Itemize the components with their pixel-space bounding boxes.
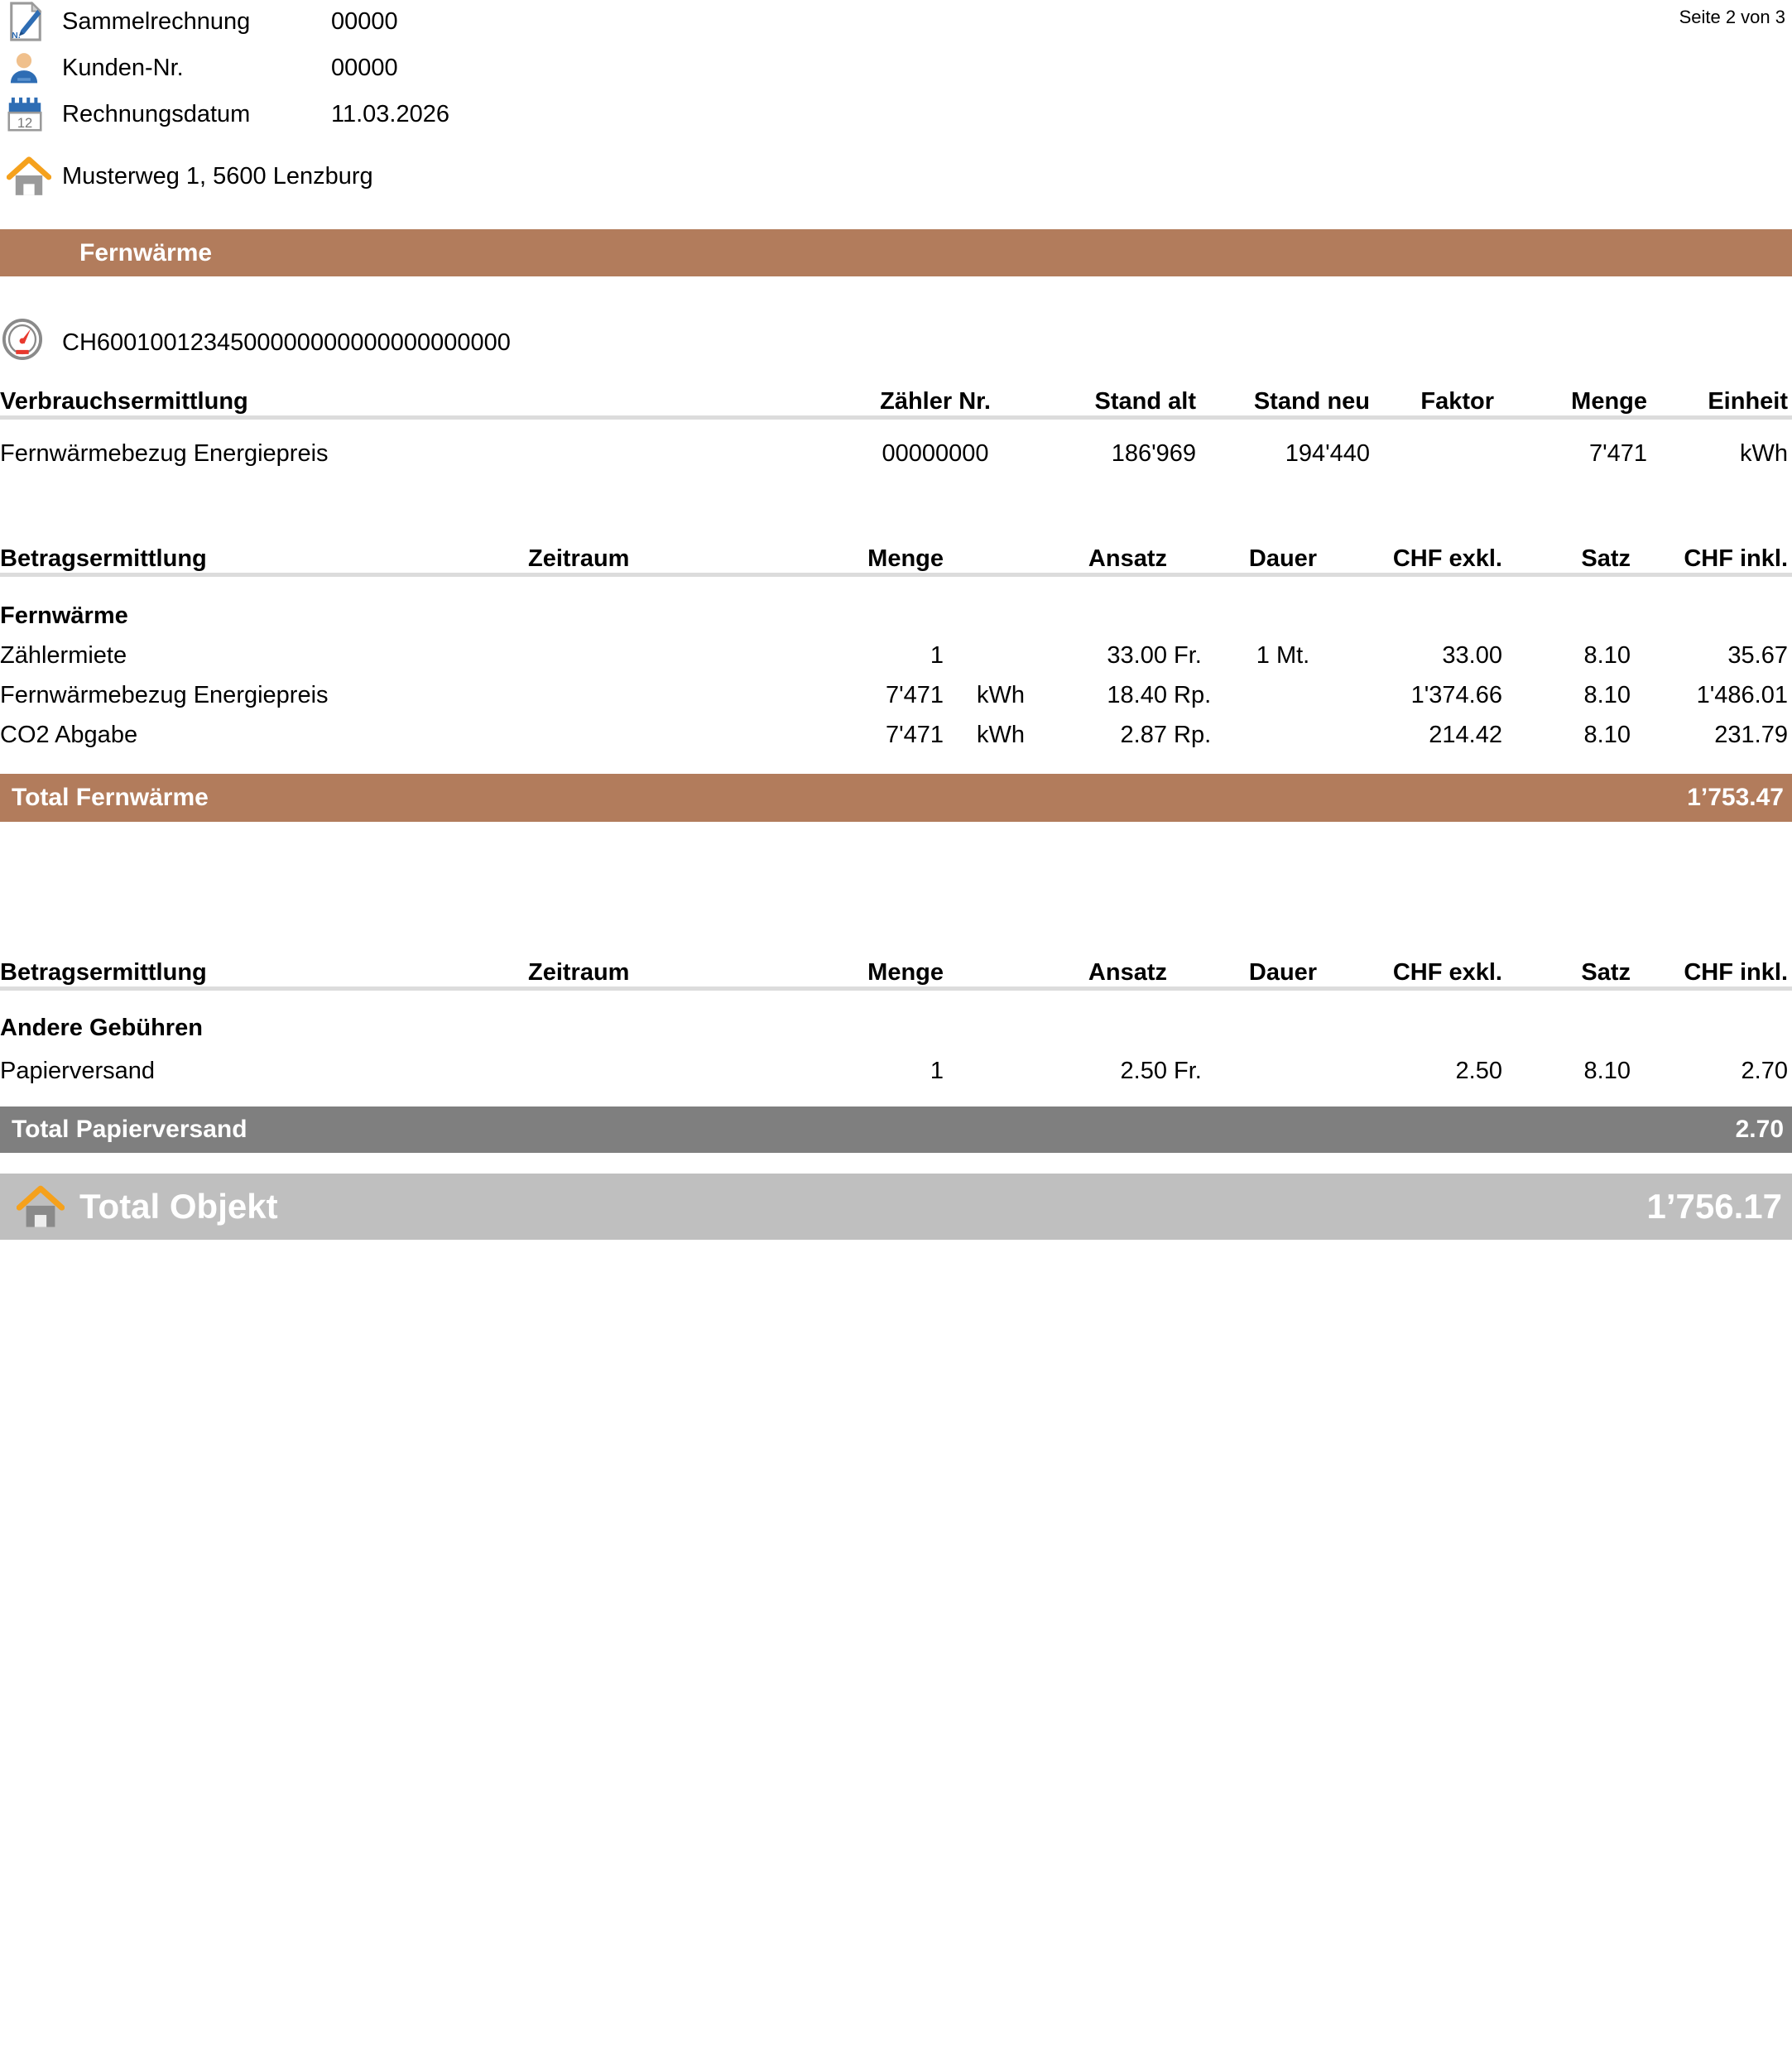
cell-ansatz-unit: Rp. <box>1174 721 1212 748</box>
column-header-ansatz: Ansatz <box>1043 943 1167 989</box>
cell-menge: 1 <box>930 641 944 669</box>
info-value: 00000 <box>331 54 398 81</box>
info-row-rechnungsdatum <box>0 93 449 136</box>
svg-text:12: 12 <box>17 116 33 132</box>
cell-satz: 8.10 <box>1583 1057 1631 1084</box>
cell-menge-unit: kWh <box>977 681 1025 708</box>
cell-menge-unit <box>944 630 1043 670</box>
group-label: Andere Gebühren <box>0 1014 203 1041</box>
cell-chf-inkl: 231.79 <box>1714 721 1788 748</box>
column-header-menge: Menge <box>670 943 944 989</box>
cell-zeitraum <box>464 1042 670 1085</box>
cell-menge-unit <box>944 1042 1043 1085</box>
cell-label: Fernwärmebezug Energiepreis <box>0 439 329 467</box>
table-title: Betragsermittlung <box>0 943 464 989</box>
cell-ansatz-unit: Rp. <box>1174 681 1212 708</box>
column-header-satz: Satz <box>1502 943 1635 989</box>
amounts-table-fernwaerme <box>0 530 1792 749</box>
cell-einheit: kWh <box>1740 439 1788 467</box>
column-header-dauer: Dauer <box>1233 943 1333 989</box>
cell-dauer <box>1233 670 1333 709</box>
column-header-faktor: Faktor <box>1374 372 1498 418</box>
total-value: 1’756.17 <box>1646 1187 1782 1226</box>
info-label: Kunden-Nr. <box>62 54 184 81</box>
column-header-ansatz: Ansatz <box>1043 530 1167 575</box>
meter-id: CH6001001234500000000000000000000 <box>62 329 511 356</box>
group-label: Fernwärme <box>0 602 128 629</box>
info-row-sammelrechnung <box>0 0 398 43</box>
section-banner <box>0 229 1792 276</box>
cell-ansatz: 18.40 <box>1107 681 1167 708</box>
cell-zaehler-nr: 00000000 <box>882 439 989 467</box>
column-header-menge: Menge <box>1498 372 1651 418</box>
info-row-kundennr <box>0 46 398 89</box>
column-header-chf-inkl: CHF inkl. <box>1635 943 1792 989</box>
invoice-pen-icon <box>0 1 53 42</box>
cell-ansatz: 2.87 <box>1120 721 1167 748</box>
cell-dauer <box>1233 709 1333 749</box>
info-value: 11.03.2026 <box>331 100 449 127</box>
total-value: 1’753.47 <box>1687 784 1784 811</box>
cell-menge: 7'471 <box>885 681 944 708</box>
cell-chf-exkl: 214.42 <box>1429 721 1502 748</box>
total-label: Total Fernwärme <box>12 784 209 811</box>
section-title: Fernwärme <box>79 238 213 266</box>
cell-label: Zählermiete <box>0 641 127 669</box>
column-header-stand-neu: Stand neu <box>1200 372 1374 418</box>
cell-label: Papierversand <box>0 1057 155 1084</box>
table-title: Betragsermittlung <box>0 530 464 575</box>
customer-icon <box>0 50 53 86</box>
cell-ansatz: 33.00 <box>1107 641 1167 669</box>
table-row <box>0 418 1792 468</box>
table-row <box>0 670 1792 709</box>
group-row <box>0 575 1792 631</box>
consumption-header-row <box>0 372 1792 418</box>
column-header-dauer: Dauer <box>1233 530 1333 575</box>
cell-ansatz-unit: Fr. <box>1174 1057 1202 1084</box>
total-value: 2.70 <box>1735 1116 1784 1143</box>
total-fernwaerme-banner <box>0 774 1792 822</box>
house-icon <box>0 155 53 198</box>
column-header-menge: Menge <box>670 530 944 575</box>
column-header-zeitraum: Zeitraum <box>464 530 670 575</box>
cell-dauer: 1 Mt. <box>1256 641 1310 669</box>
address-text: Musterweg 1, 5600 Lenzburg <box>62 162 373 190</box>
page-number: Seite 2 von 3 <box>1679 7 1785 27</box>
cell-menge: 1 <box>930 1057 944 1084</box>
total-papierversand-banner <box>0 1107 1792 1153</box>
cell-satz: 8.10 <box>1583 681 1631 708</box>
info-value: 00000 <box>331 7 398 35</box>
table-row <box>0 1042 1792 1085</box>
house-icon <box>17 1183 65 1230</box>
cell-chf-inkl: 1'486.01 <box>1696 681 1788 708</box>
column-header-satz: Satz <box>1502 530 1635 575</box>
calendar-icon <box>0 95 53 133</box>
info-label: Sammelrechnung <box>62 7 251 35</box>
info-label: Rechnungsdatum <box>62 100 251 127</box>
cell-chf-inkl: 35.67 <box>1727 641 1788 669</box>
cell-zeitraum <box>464 709 670 749</box>
cell-menge: 7'471 <box>1588 439 1647 467</box>
column-header-zeitraum: Zeitraum <box>464 943 670 989</box>
cell-menge-unit: kWh <box>977 721 1025 748</box>
column-header-chf-exkl: CHF exkl. <box>1333 943 1502 989</box>
column-header-stand-alt: Stand alt <box>1010 372 1200 418</box>
address-row <box>0 152 373 200</box>
cell-ansatz-unit: Fr. <box>1174 641 1202 669</box>
cell-stand-neu: 194'440 <box>1285 439 1370 467</box>
meter-row <box>0 321 511 364</box>
cell-ansatz: 2.50 <box>1120 1057 1167 1084</box>
cell-satz: 8.10 <box>1583 641 1631 669</box>
meter-gauge-icon <box>0 318 62 367</box>
cell-faktor <box>1374 418 1498 468</box>
amounts-table-andere-gebuehren <box>0 943 1792 1085</box>
cell-zeitraum <box>464 670 670 709</box>
cell-chf-exkl: 2.50 <box>1455 1057 1502 1084</box>
cell-menge: 7'471 <box>885 721 944 748</box>
amounts-header-row <box>0 530 1792 575</box>
consumption-table <box>0 372 1792 468</box>
cell-label: CO2 Abgabe <box>0 721 138 748</box>
column-header-zaehler-nr: Zähler Nr. <box>861 372 1010 418</box>
cell-chf-inkl: 2.70 <box>1741 1057 1788 1084</box>
total-objekt-banner <box>0 1174 1792 1240</box>
cell-dauer <box>1233 1042 1333 1085</box>
table-row <box>0 709 1792 749</box>
column-header-chf-exkl: CHF exkl. <box>1333 530 1502 575</box>
column-header-chf-inkl: CHF inkl. <box>1635 530 1792 575</box>
amounts-header-row <box>0 943 1792 989</box>
cell-satz: 8.10 <box>1583 721 1631 748</box>
cell-zeitraum <box>464 630 670 670</box>
total-label: Total Objekt <box>79 1187 278 1226</box>
svg-text:N.: N. <box>12 31 21 41</box>
total-label: Total Papierversand <box>12 1116 247 1143</box>
cell-chf-exkl: 1'374.66 <box>1410 681 1502 708</box>
group-row <box>0 989 1792 1043</box>
column-header-einheit: Einheit <box>1651 372 1792 418</box>
table-title: Verbrauchsermittlung <box>0 372 861 418</box>
cell-stand-alt: 186'969 <box>1111 439 1196 467</box>
table-row <box>0 630 1792 670</box>
cell-label: Fernwärmebezug Energiepreis <box>0 681 329 708</box>
cell-chf-exkl: 33.00 <box>1442 641 1502 669</box>
